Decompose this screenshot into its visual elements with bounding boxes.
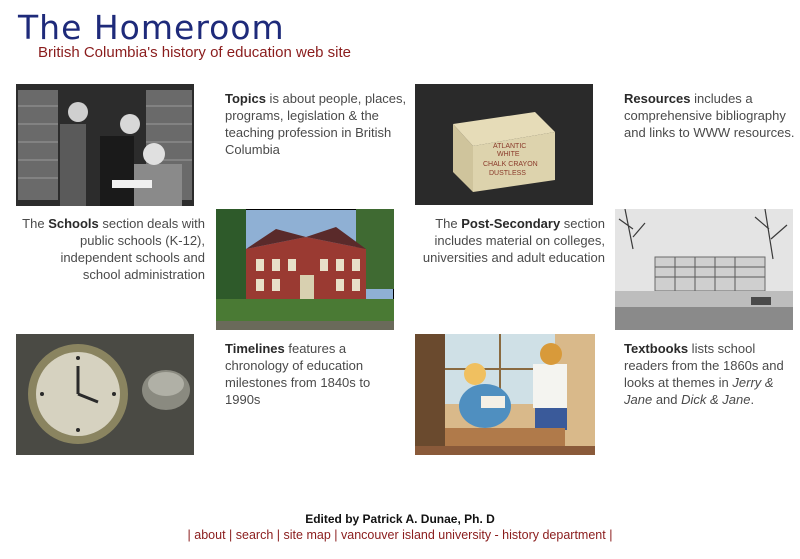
crayon-box-line-4: DUSTLESS [489, 170, 526, 177]
nav-separator: | [276, 528, 281, 542]
topics-link[interactable]: Topics [225, 91, 266, 106]
postsecondary-photo[interactable] [615, 209, 793, 330]
nav-separator: | [187, 528, 191, 542]
about-link[interactable]: about [194, 528, 226, 542]
schools-description: The Schools section deals with public schools (K-12), independent schools and school administration [22, 216, 205, 282]
textbooks-description: Textbooks lists school readers from the 1860s and looks at themes in Jerry & Jane and Dick & Jane. [624, 341, 784, 407]
crayon-box-line-3: CHALK CRAYON [483, 161, 538, 168]
footer-nav [0, 528, 800, 542]
timelines-photo[interactable] [16, 334, 194, 455]
textbooks-photo[interactable] [415, 334, 595, 455]
postsecondary-link[interactable]: Post-Secondary [461, 216, 561, 231]
schools-photo[interactable] [216, 209, 394, 330]
topics-photo[interactable] [16, 84, 194, 206]
site-map-link[interactable]: site map [283, 528, 331, 542]
footer-editor: Edited by Patrick A. Dunae, Ph. D [305, 512, 495, 526]
schools-link[interactable]: Schools [48, 216, 99, 231]
timelines-description: Timelines features a chronology of education milestones from 1840s to 1990s [225, 341, 371, 407]
resources-link[interactable]: Resources [624, 91, 691, 106]
search-link[interactable]: search [235, 528, 274, 542]
topics-description: Topics is about people, places, programs, legislation & the teaching profession in British Columbia [225, 91, 407, 157]
resources-description: Resources includes a comprehensive bibliography and links to WWW resources. [624, 91, 795, 140]
resources-photo[interactable] [415, 84, 593, 205]
textbooks-link[interactable]: Textbooks [624, 341, 689, 356]
history-department-link[interactable]: vancouver island university - history department [341, 528, 606, 542]
nav-separator: | [334, 528, 338, 542]
site-title: The Homeroom [18, 8, 285, 47]
nav-separator: | [609, 528, 613, 542]
nav-separator: | [229, 528, 233, 542]
crayon-box-line-1: ATLANTIC [493, 143, 527, 150]
crayon-box-line-2: WHITE [497, 151, 520, 158]
postsecondary-description: The Post-Secondary section includes material on colleges, universities and adult education [422, 216, 605, 265]
timelines-link[interactable]: Timelines [225, 341, 285, 356]
site-subtitle: British Columbia's history of education web site [38, 44, 352, 61]
